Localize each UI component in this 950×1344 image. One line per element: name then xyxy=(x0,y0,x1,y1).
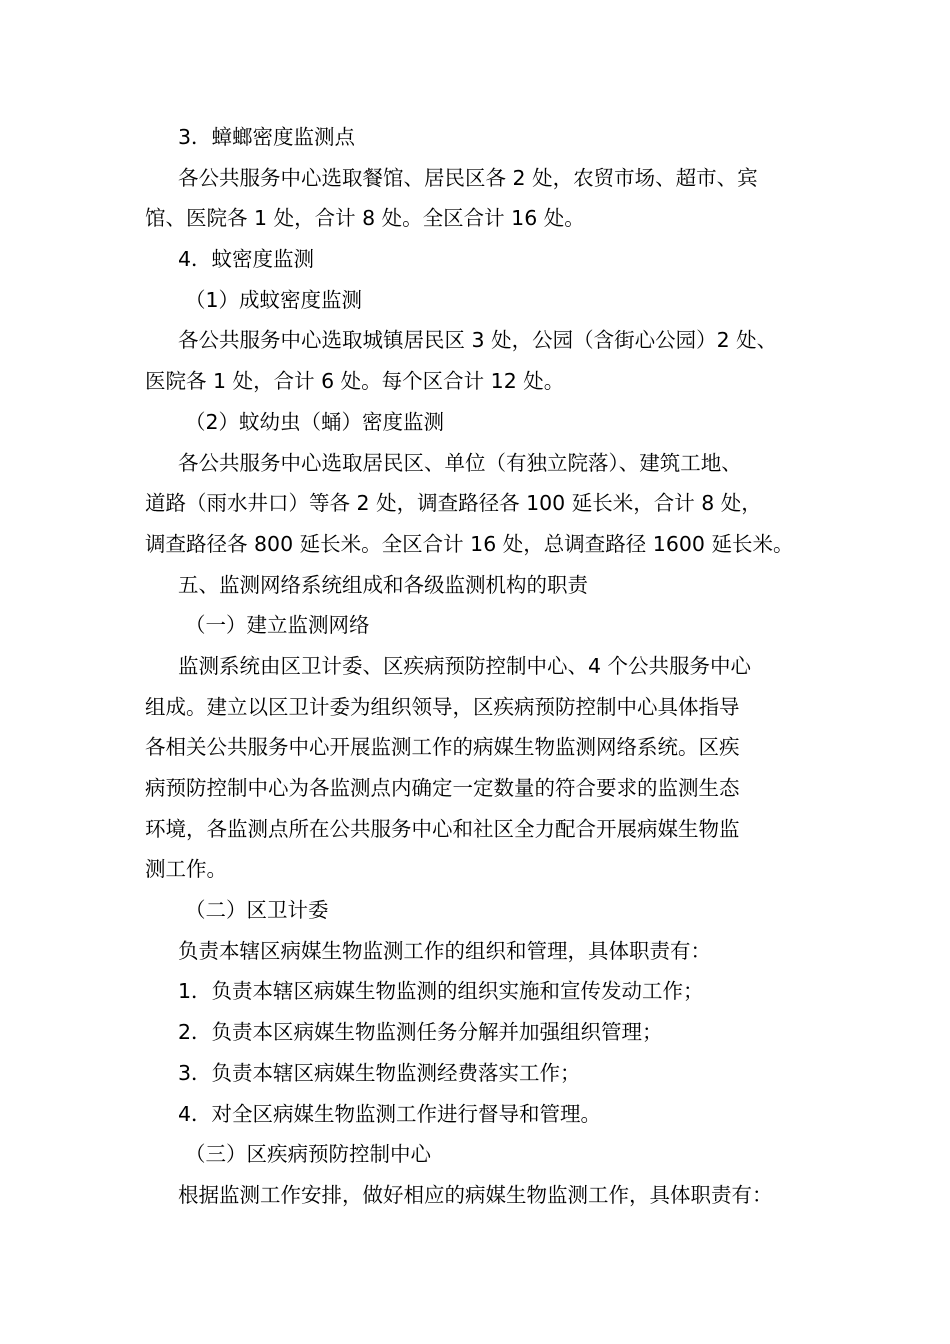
section-heading-five: 五、监测网络系统组成和各级监测机构的职责 xyxy=(178,572,588,597)
paragraph-line: 馆、医院各 1 处，合计 8 处。全区合计 16 处。 xyxy=(145,206,585,231)
paragraph-line: 负责本辖区病媒生物监测工作的组织和管理，具体职责有： xyxy=(178,938,711,963)
paragraph-line: 各相关公共服务中心开展监测工作的病媒生物监测网络系统。区疾 xyxy=(145,735,740,760)
document-body xyxy=(145,117,825,1216)
subheading-adult-mosquito: （1）成蚊密度监测 xyxy=(185,287,363,312)
list-item: 3．负责本辖区病媒生物监测经费落实工作； xyxy=(178,1060,581,1085)
paragraph-line: 各公共服务中心选取居民区、单位（有独立院落）、建筑工地、 xyxy=(178,450,742,475)
paragraph-line: 医院各 1 处，合计 6 处。每个区合计 12 处。 xyxy=(145,369,565,394)
paragraph-line: 组成。建立以区卫计委为组织领导，区疾病预防控制中心具体指导 xyxy=(145,694,740,719)
paragraph-line: 各公共服务中心选取餐馆、居民区各 2 处，农贸市场、超市、宾 xyxy=(178,165,758,190)
subheading-build-network: （一）建立监测网络 xyxy=(185,613,370,638)
paragraph-line: 根据监测工作安排，做好相应的病媒生物监测工作，具体职责有： xyxy=(178,1182,773,1207)
list-item: 4．对全区病媒生物监测工作进行督导和管理。 xyxy=(178,1101,602,1126)
paragraph-line: 调查路径各 800 延长米。全区合计 16 处，总调查路径 1600 延长米。 xyxy=(145,531,794,556)
subheading-cdc: （三）区疾病预防控制中心 xyxy=(185,1142,431,1167)
subheading-larva-monitoring: （2）蚊幼虫（蛹）密度监测 xyxy=(185,409,445,434)
heading-cockroach-monitoring-points: 3．蟑螂密度监测点 xyxy=(178,125,356,149)
paragraph-line: 监测系统由区卫计委、区疾病预防控制中心、4 个公共服务中心 xyxy=(178,653,752,678)
paragraph-line: 道路（雨水井口）等各 2 处，调查路径各 100 延长米，合计 8 处， xyxy=(145,491,762,516)
paragraph-line: 病预防控制中心为各监测点内确定一定数量的符合要求的监测生态 xyxy=(145,776,740,800)
heading-mosquito-density: 4．蚊密度监测 xyxy=(178,247,315,272)
paragraph-line: 各公共服务中心选取城镇居民区 3 处，公园（含街心公园）2 处、 xyxy=(178,328,778,353)
subheading-health-commission: （二）区卫计委 xyxy=(185,898,329,923)
paragraph-line: 测工作。 xyxy=(145,857,227,882)
list-item: 2．负责本区病媒生物监测任务分解并加强组织管理； xyxy=(178,1020,663,1045)
list-item: 1．负责本辖区病媒生物监测的组织实施和宣传发动工作； xyxy=(178,979,704,1004)
paragraph-line: 环境，各监测点所在公共服务中心和社区全力配合开展病媒生物监 xyxy=(145,816,740,841)
